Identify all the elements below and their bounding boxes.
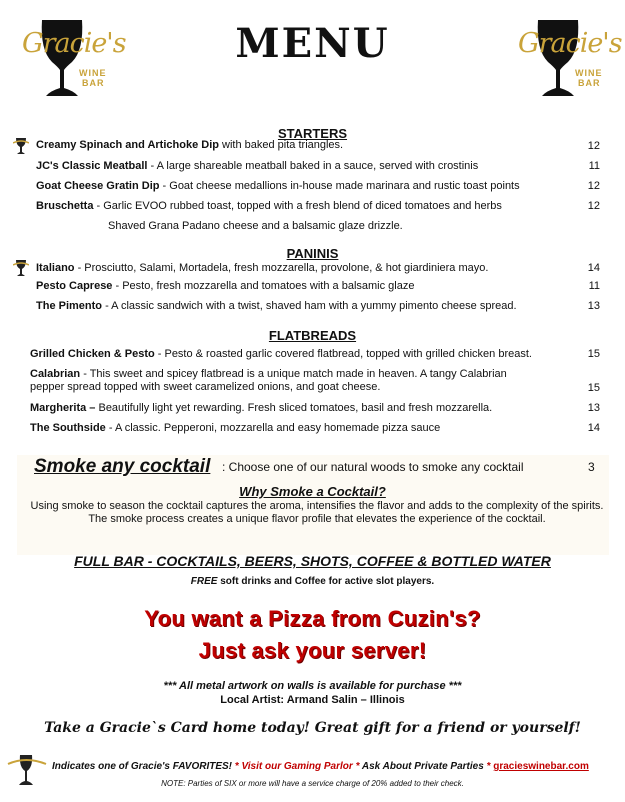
separator: * (352, 761, 362, 772)
menu-item (36, 180, 520, 193)
logo-bar: BAR (578, 78, 601, 88)
item-desc: - Prosciutto, Salami, Mortadela, fresh mozzarella, provolone, & hot giardiniera mayo. (74, 262, 489, 274)
item-price: 15 (587, 348, 600, 360)
item-price: 14 (587, 422, 600, 434)
menu-item (36, 300, 517, 313)
item-price: 12 (587, 200, 600, 212)
item-desc: Beautifully light yet rewarding. Fresh sliced tomatoes, basil and fresh mozzarella. (95, 402, 493, 414)
item-name: Margherita – (30, 402, 96, 414)
item-desc: - Goat cheese medallions in-house made marinara and rustic toast points (159, 180, 520, 192)
item-name: Italiano (36, 262, 75, 274)
item-desc: - Garlic EVOO rubbed toast, topped with a fresh blend of diced tomatoes and herbs (93, 200, 502, 212)
menu-item (30, 348, 532, 361)
page-title: MENU (235, 20, 390, 67)
item-price: 12 (587, 180, 600, 192)
smoke-price: 3 (588, 460, 595, 474)
item-price: 11 (588, 160, 600, 172)
logo-wine: WINE (79, 68, 107, 78)
item-desc: - This sweet and spicey flatbread is a unique match made in heaven. A tangy Calabrian (80, 368, 507, 380)
item-desc: - Pesto & roasted garlic covered flatbread, topped with grilled chicken breast. (154, 348, 532, 360)
favorites-legend: Indicates one of Gracie's FAVORITES! (52, 761, 233, 772)
logo-wine: WINE (575, 68, 603, 78)
item-name: Calabrian (30, 368, 81, 380)
item-name: JC's Classic Meatball (36, 160, 148, 172)
artwork-line-1: *** All metal artwork on walls is available for purchase *** (163, 680, 462, 692)
item-price: 14 (587, 262, 600, 274)
item-price: 12 (587, 140, 600, 152)
menu-item (36, 262, 488, 275)
private-parties-text: Ask About Private Parties (361, 761, 484, 772)
item-price: 15 (587, 382, 600, 394)
full-bar-heading: FULL BAR - COCKTAILS, BEERS, SHOTS, COFFEE & BOTTLED WATER (74, 553, 551, 569)
item-name: Bruschetta (36, 200, 94, 212)
item-desc: - Pesto, fresh mozzarella and tomatoes with a balsamic glaze (112, 280, 415, 292)
pizza-line-2: Just ask your server! (198, 638, 427, 663)
favorite-glass-icon (13, 137, 29, 155)
item-desc: - A classic. Pepperoni, mozzarella and easy homemade pizza sauce (105, 422, 441, 434)
smoke-title: Smoke any cocktail (34, 456, 211, 477)
separator: * (232, 761, 242, 772)
service-charge-note: NOTE: Parties of SIX or more will have a service charge of 20% added to their check. (161, 779, 464, 788)
item-desc: with baked pita triangles. (218, 139, 344, 151)
item-name: The Pimento (36, 300, 103, 312)
smoke-desc: : Choose one of our natural woods to smoke any cocktail (222, 460, 524, 474)
item-desc: - A classic sandwich with a twist, shaved ham with a yummy pimento cheese spread. (102, 300, 517, 312)
menu-item (36, 160, 478, 173)
item-name: Creamy Spinach and Artichoke Dip (36, 139, 219, 151)
menu-item (30, 402, 492, 415)
website-link[interactable]: gracieswinebar.com (493, 761, 589, 772)
menu-item (36, 280, 414, 293)
footer-line (52, 761, 589, 772)
gaming-parlor-text: Visit our Gaming Parlor (241, 761, 353, 772)
menu-item (30, 422, 440, 435)
separator: * (483, 761, 494, 772)
menu-item (30, 368, 507, 381)
artwork-line-2: Local Artist: Armand Salin – Illinois (220, 694, 405, 706)
logo-brand: Gracie's (518, 28, 622, 59)
item-name: The Southside (30, 422, 106, 434)
item-name: Grilled Chicken & Pesto (30, 348, 155, 360)
logo-bar: BAR (82, 78, 105, 88)
free-drinks-line (0, 576, 625, 587)
item-desc-continued: Shaved Grana Padano cheese and a balsamic glaze drizzle. (108, 220, 403, 232)
item-name: Pesto Caprese (36, 280, 113, 292)
why-smoke-heading: Why Smoke a Cocktail? (239, 484, 386, 499)
section-heading-flatbreads: FLATBREADS (268, 328, 357, 343)
favorite-glass-icon (13, 259, 29, 277)
item-name: Goat Cheese Gratin Dip (36, 180, 160, 192)
item-desc: - A large shareable meatball baked in a sauce, served with crostinis (147, 160, 479, 172)
why-smoke-text: Using smoke to season the cocktail captures the aroma, intensifies the flavor and adds to the complexity of the spirits. The smoke process creates a unique flavor profile that elevates the experience of the cocktail. (30, 500, 604, 525)
free-word: FREE (190, 576, 218, 587)
item-price: 13 (587, 402, 600, 414)
item-price: 11 (588, 280, 600, 292)
item-price: 13 (587, 300, 600, 312)
menu-item (36, 200, 502, 213)
logo-brand: Gracie's (22, 28, 126, 59)
section-heading-starters: STARTERS (277, 126, 348, 141)
item-desc-continued: pepper spread topped with sweet caramelized onions, and goat cheese. (30, 381, 381, 393)
gift-card-line: Take a Gracie`s Card home today! Great gift for a friend or yourself! (44, 720, 581, 736)
free-rest: soft drinks and Coffee for active slot players. (217, 576, 435, 587)
section-heading-paninis: PANINIS (286, 246, 339, 261)
menu-item (36, 139, 343, 152)
pizza-line-1: You want a Pizza from Cuzin's? (144, 606, 481, 631)
